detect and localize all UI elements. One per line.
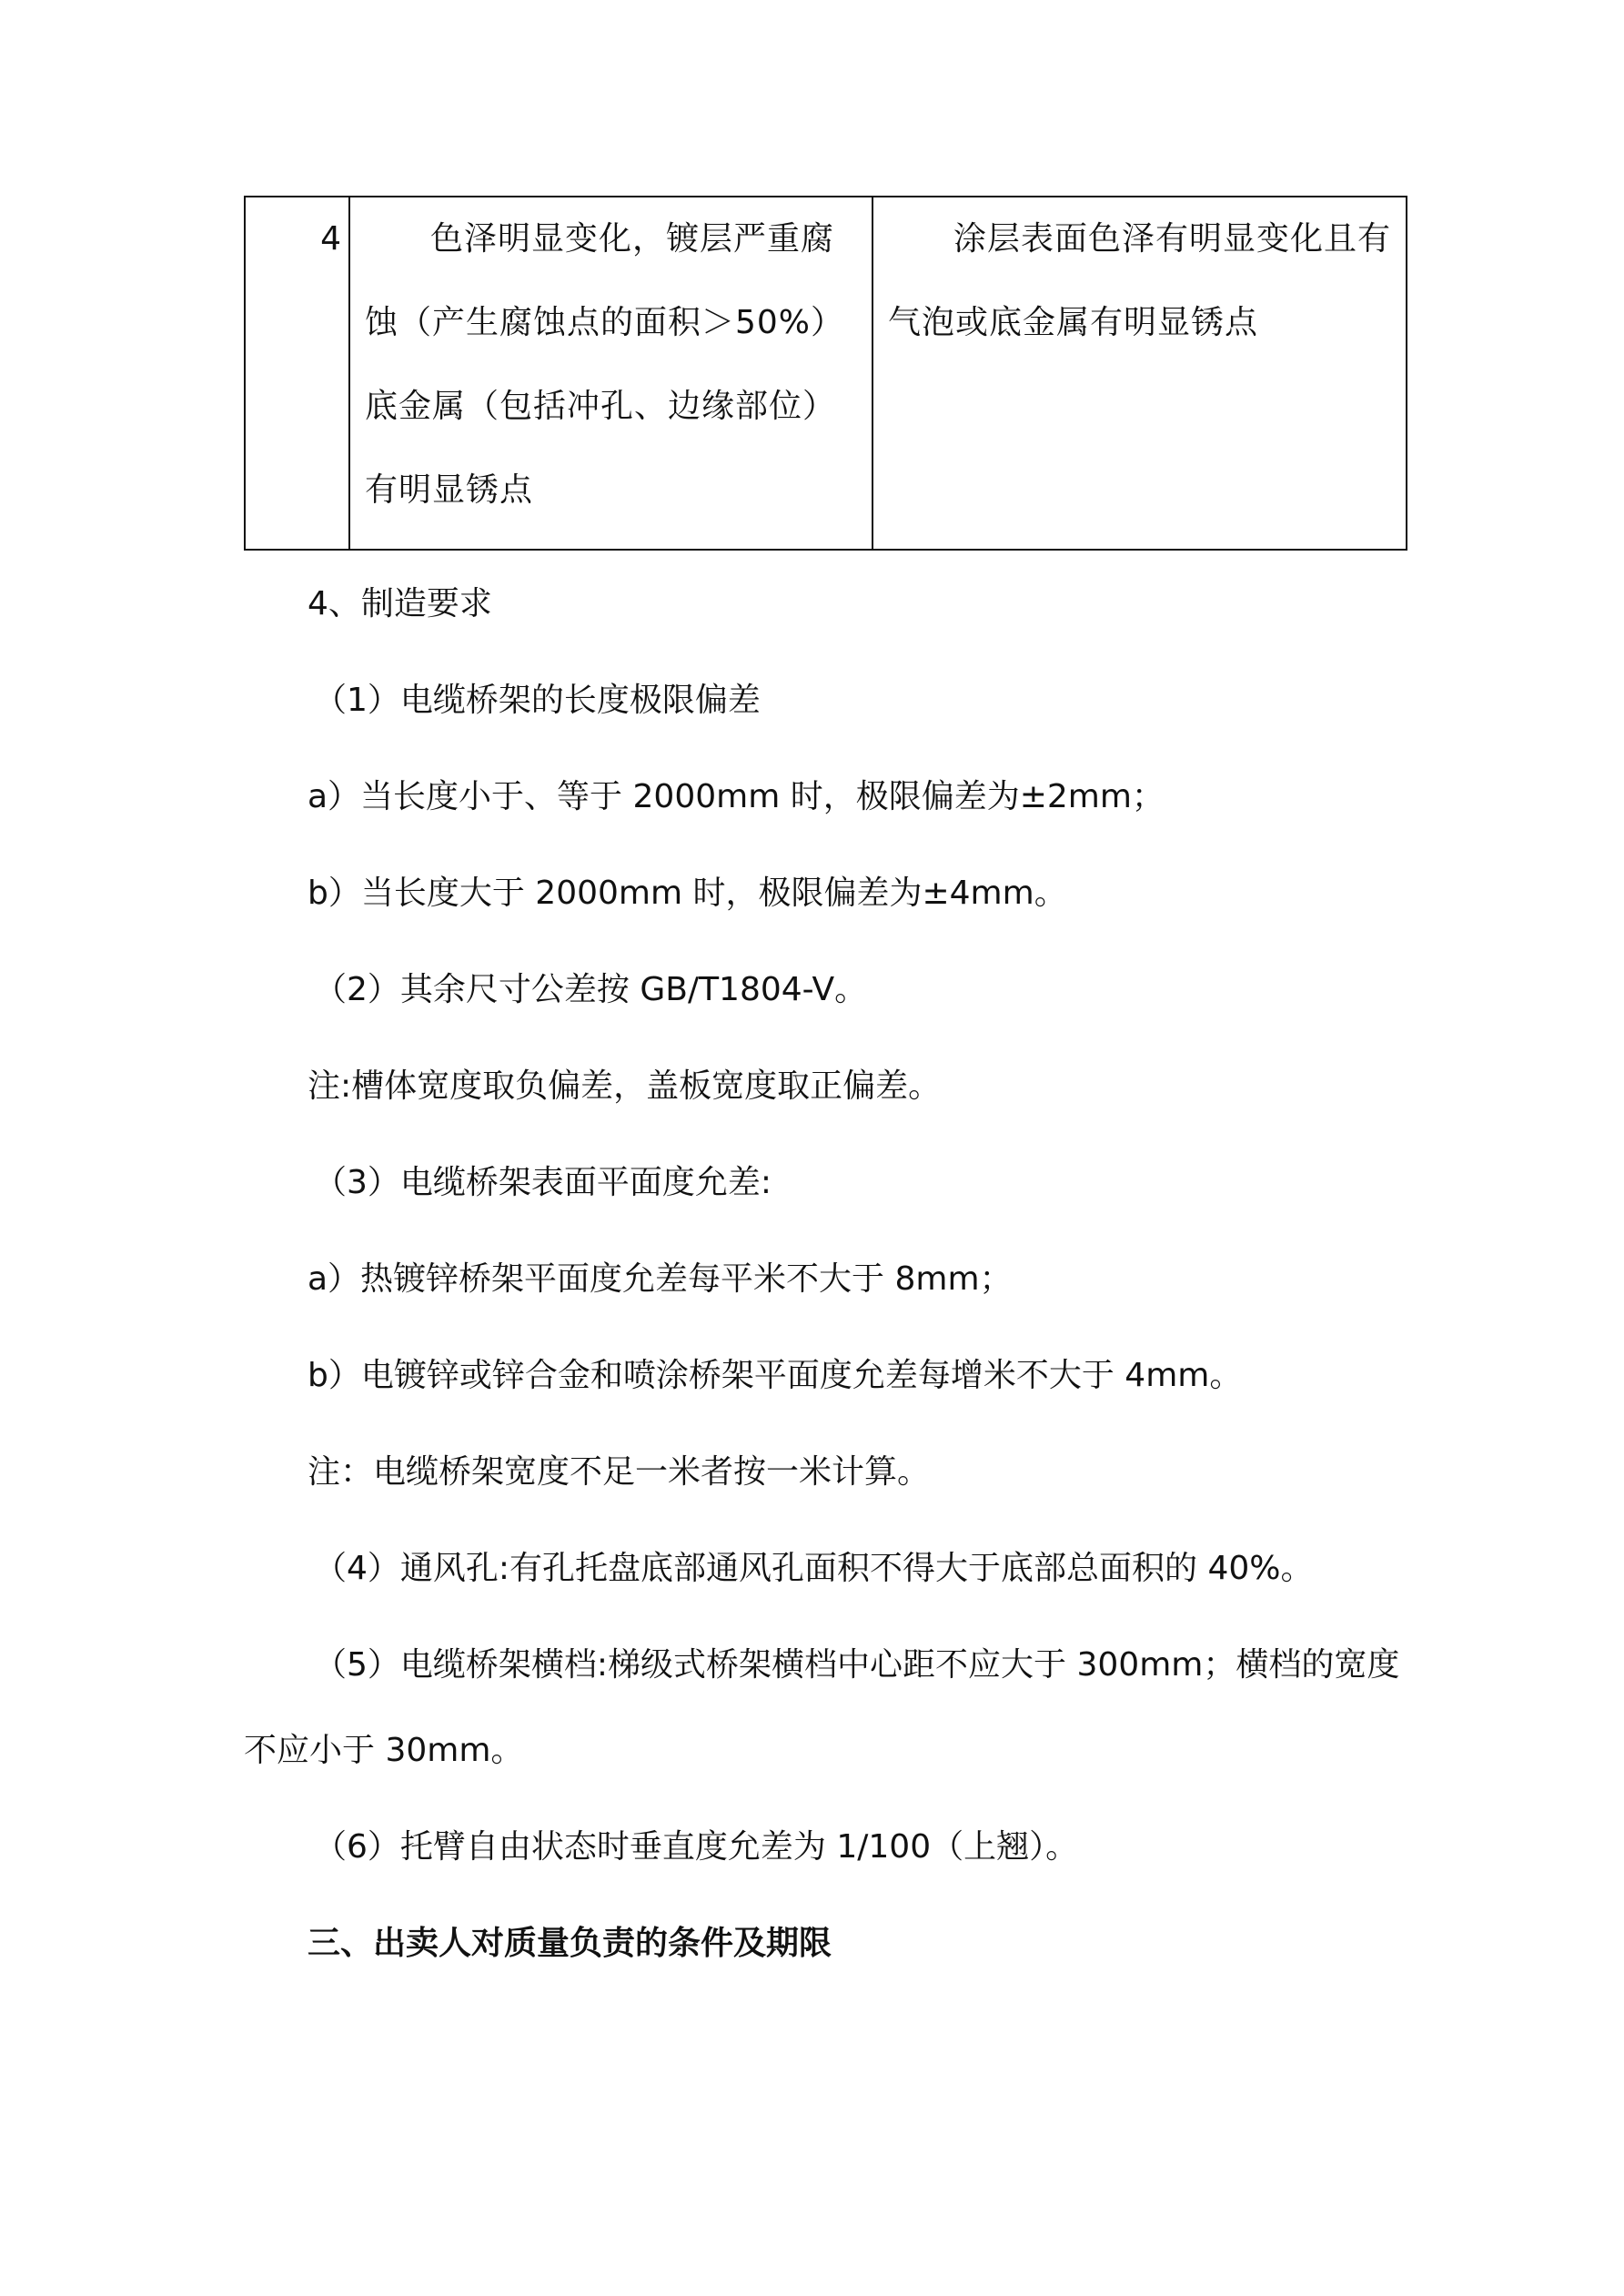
item1-b: b）当长度大于 2000mm 时，极限偏差为±4mm。: [308, 875, 1067, 912]
item1-title: （1）电缆桥架的长度极限偏差: [314, 682, 761, 719]
note2: 注：电缆桥架宽度不足一米者按一米计算。: [308, 1453, 931, 1491]
chapter-heading: 三、出卖人对质量负责的条件及期限: [308, 1925, 832, 1962]
item5-line2: 不应小于 30mm。: [244, 1732, 524, 1769]
item3-a: a）热镀锌桥架平面度允差每平米不大于 8mm；: [308, 1260, 1013, 1298]
corrosion-grade-table: [244, 196, 1407, 551]
item3-b: b）电镀锌或锌合金和喷涂桥架平面度允差每增米不大于 4mm。: [308, 1357, 1243, 1394]
table-cell-grade-number: 4: [246, 197, 350, 549]
section-heading: 4、制造要求: [308, 585, 492, 622]
item3-title: （3）电缆桥架表面平面度允差:: [314, 1164, 772, 1201]
table-cell-paint-coating-description: 涂层表面色泽有明显变化且有气泡或底金属有明显锈点: [888, 220, 1392, 341]
item2-title: （2）其余尺寸公差按 GB/T1804-V。: [314, 971, 868, 1008]
item5-line1: （5）电缆桥架横档:梯级式桥架横档中心距不应大于 300mm；横档的宽度: [314, 1646, 1400, 1684]
table-cell-metal-coating-description: 色泽明显变化，镀层严重腐蚀（产生腐蚀点的面积＞50%）底金属（包括冲孔、边缘部位）有明显锈点: [350, 197, 873, 549]
item4: （4）通风孔:有孔托盘底部通风孔面积不得大于底部总面积的 40%。: [314, 1550, 1314, 1587]
item6: （6）托臂自由状态时垂直度允差为 1/100（上翘）。: [314, 1828, 1079, 1866]
note1: 注:槽体宽度取负偏差，盖板宽度取正偏差。: [308, 1067, 942, 1105]
item1-a: a）当长度小于、等于 2000mm 时，极限偏差为±2mm；: [308, 778, 1165, 815]
